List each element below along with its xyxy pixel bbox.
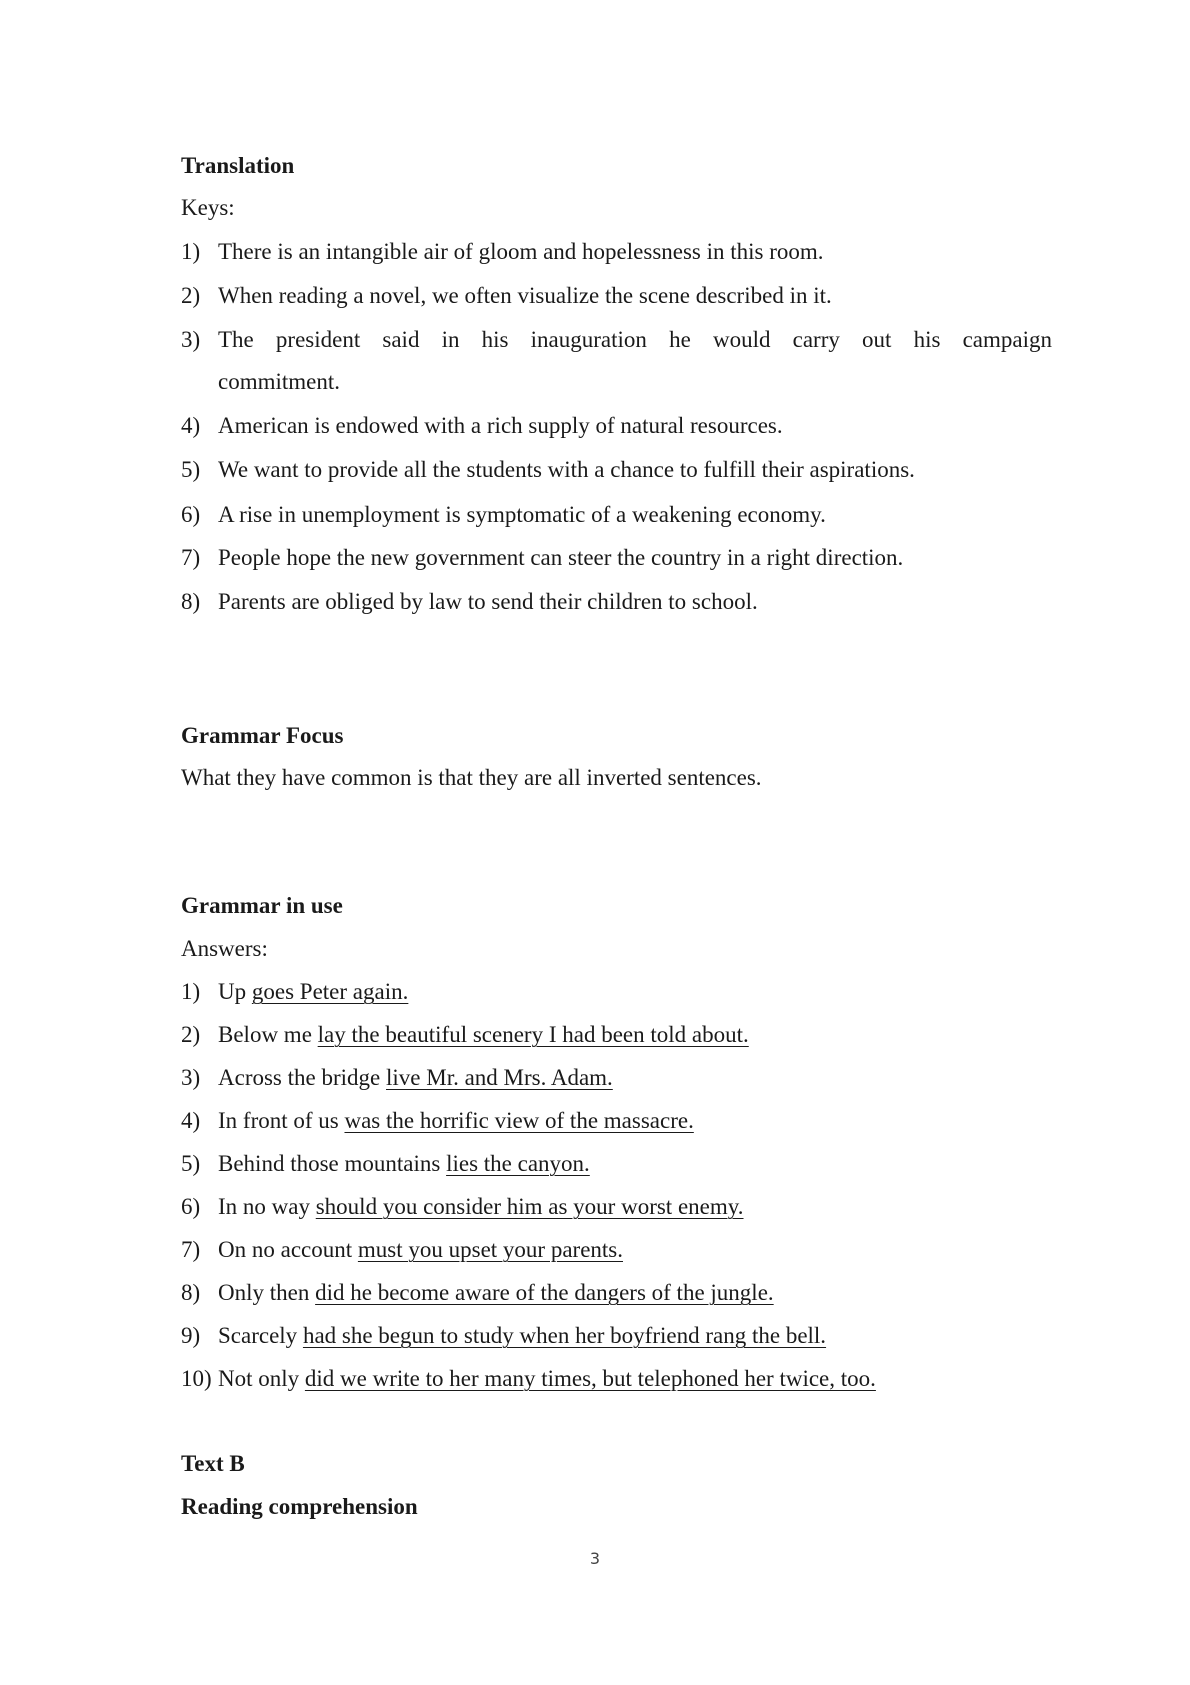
item-text: [218, 1022, 749, 1048]
item-number: 8): [181, 1280, 201, 1305]
item-number: 2): [181, 1022, 201, 1047]
sentence-prefix: Not only: [218, 1366, 300, 1391]
sentence-prefix: Scarcely: [218, 1323, 298, 1348]
underlined-answer: should you consider him as your worst enemy.: [315, 1194, 744, 1219]
sentence-prefix: Only then: [218, 1280, 310, 1305]
underlined-answer: must you upset your parents.: [357, 1237, 623, 1262]
item-text: [218, 1065, 613, 1091]
item-text: [218, 1323, 826, 1349]
underlined-answer: was the horrific view of the massacre.: [344, 1108, 694, 1133]
item-number: 2): [181, 283, 201, 308]
item-text: People hope the new government can steer the country in a right direction.: [218, 545, 904, 570]
item-number: 1): [181, 979, 201, 1004]
item-text: We want to provide all the students with a chance to fulfill their aspirations.: [218, 457, 915, 482]
item-number: 4): [181, 413, 201, 438]
item-text: [218, 1108, 694, 1134]
underlined-answer: lies the canyon.: [446, 1151, 590, 1176]
item-text: [218, 1280, 774, 1306]
underlined-answer: had she begun to study when her boyfriend rang the bell.: [302, 1323, 827, 1348]
answers-label: Answers:: [181, 936, 268, 961]
item-text: American is endowed with a rich supply of natural resources.: [218, 413, 783, 438]
item-number: 6): [181, 1194, 201, 1219]
item-number: 10): [181, 1366, 212, 1391]
item-number: 1): [181, 239, 201, 264]
underlined-answer: did we write to her many times, but telephoned her twice, too.: [304, 1366, 876, 1391]
underlined-answer: live Mr. and Mrs. Adam.: [386, 1065, 613, 1090]
item-number: 5): [181, 457, 201, 482]
translation-heading: Translation: [181, 153, 295, 178]
grammar-focus-text: What they have common is that they are all inverted sentences.: [181, 765, 762, 790]
item-number: 6): [181, 502, 201, 527]
underlined-answer: goes Peter again.: [251, 979, 409, 1004]
sentence-prefix: Across the bridge: [218, 1065, 381, 1090]
page-number: 3: [589, 1549, 601, 1568]
item-number: 4): [181, 1108, 201, 1133]
sentence-prefix: On no account: [218, 1237, 353, 1262]
item-number: 7): [181, 1237, 201, 1262]
item-text: There is an intangible air of gloom and hopelessness in this room.: [218, 239, 824, 264]
sentence-prefix: In front of us: [218, 1108, 339, 1133]
item-number: 9): [181, 1323, 201, 1348]
keys-label: Keys:: [181, 195, 235, 220]
underlined-answer: lay the beautiful scenery I had been told about.: [317, 1022, 749, 1047]
item-number: 5): [181, 1151, 201, 1176]
sentence-prefix: In no way: [218, 1194, 310, 1219]
item-text: [218, 1151, 590, 1177]
item-text: When reading a novel, we often visualize the scene described in it.: [218, 283, 832, 308]
grammar-in-use-heading: Grammar in use: [181, 893, 343, 918]
text-b-heading: Text B: [181, 1451, 245, 1476]
item-text: commitment.: [218, 369, 341, 394]
item-text: The president said in his inauguration he would carry out his campaign: [218, 327, 1052, 352]
sentence-prefix: Behind those mountains: [218, 1151, 441, 1176]
item-number: 8): [181, 589, 201, 614]
sentence-prefix: Up: [218, 979, 247, 1004]
underlined-answer: did he become aware of the dangers of the jungle.: [315, 1280, 774, 1305]
grammar-focus-heading: Grammar Focus: [181, 723, 344, 748]
item-text: [218, 979, 408, 1005]
item-text: [218, 1366, 876, 1392]
item-number: 3): [181, 327, 201, 352]
item-text: [218, 1194, 744, 1220]
item-text: [218, 1237, 623, 1263]
item-text: Parents are obliged by law to send their children to school.: [218, 589, 758, 614]
item-number: 3): [181, 1065, 201, 1090]
item-text: A rise in unemployment is symptomatic of a weakening economy.: [218, 502, 826, 527]
reading-comprehension-heading: Reading comprehension: [181, 1494, 418, 1519]
item-number: 7): [181, 545, 201, 570]
sentence-prefix: Below me: [218, 1022, 312, 1047]
